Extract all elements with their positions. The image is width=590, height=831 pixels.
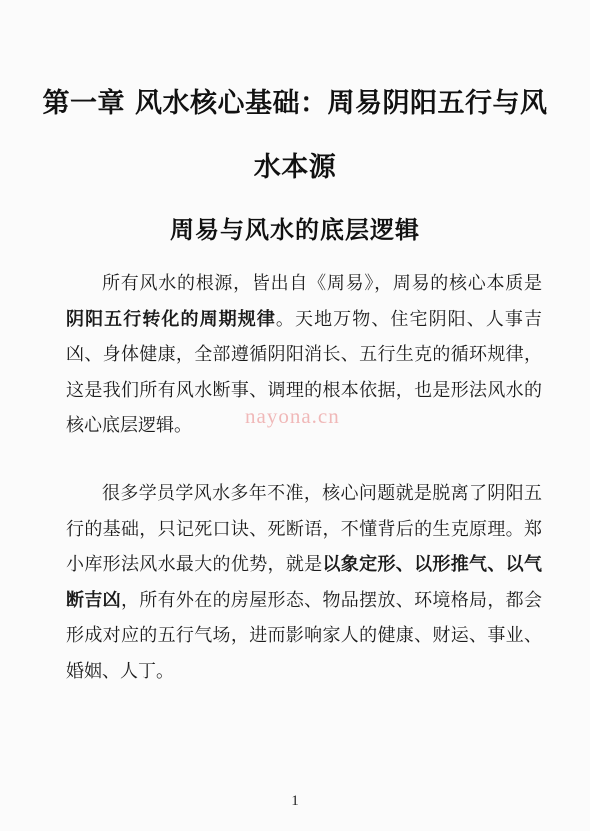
page-number: 1 — [291, 793, 299, 809]
section-title: 周易与风水的底层逻辑 — [170, 216, 420, 244]
paragraph-2-text-2: ，所有外在的房屋形态、物品摆放、环境格局，都会形成对应的五行气场，进而影响家人的健康、财运、事业、婚姻、人丁。 — [66, 589, 543, 682]
paragraph-2 — [66, 476, 542, 689]
paragraph-2-text-1: 很多学员学风水多年不准，核心问题就是脱离了阴阳五行的基础，只记死口诀、死断语，不懂背后的生克原理。郑小库形法风水最大的优势，就是 — [66, 483, 542, 575]
chapter-title: 第一章 风水核心基础：周易阴阳五行与风水本源 — [42, 88, 548, 183]
paragraph-1-bold: 阴阳五行转化的周期规律 — [66, 308, 276, 330]
paragraph-1-text-2: 。天地万物、住宅阴阳、人事吉凶、身体健康，全部遵循阴阳消长、五行生克的循环规律，这是我们所有风水断事、调理的根本依据，也是形法风水的核心底层逻辑。 — [66, 308, 543, 436]
paragraph-1-text-1: 所有风水的根源，皆出自《周易》，周易的核心本质是 — [102, 273, 542, 294]
watermark: nayona.cn — [245, 404, 340, 428]
paragraph-2-bold: 以象定形、以形推气、以气断吉凶 — [66, 554, 543, 611]
